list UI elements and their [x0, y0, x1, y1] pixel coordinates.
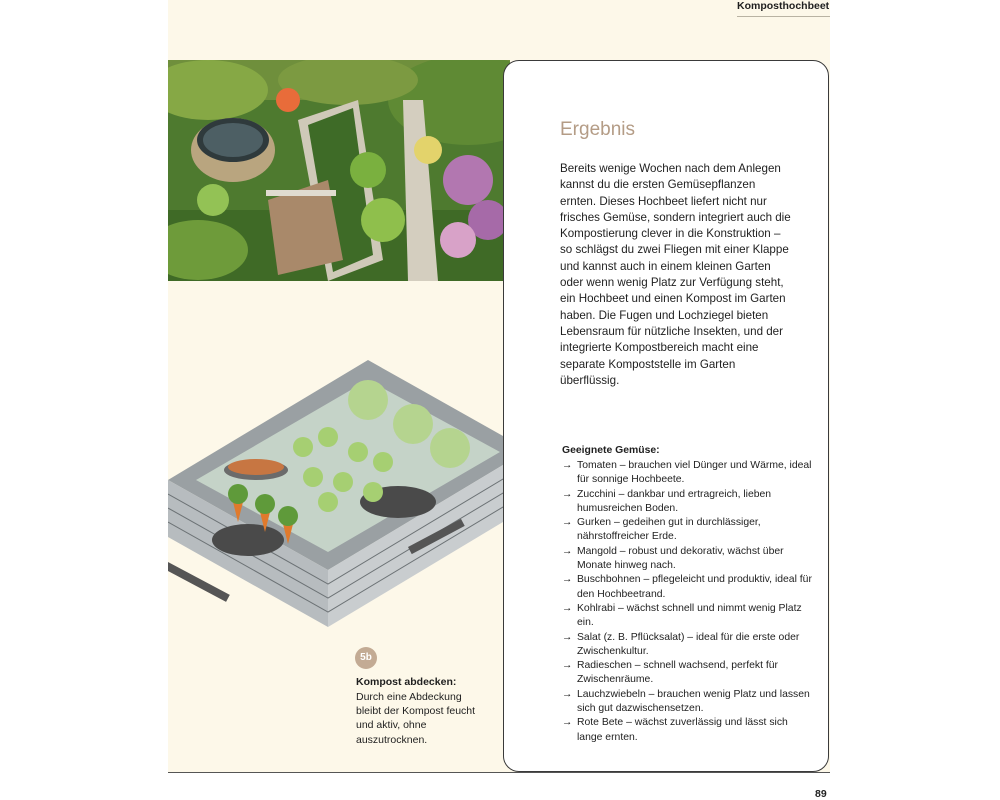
- vegetables-list: [562, 459, 812, 745]
- result-body: Bereits wenige Wochen nach dem Anlegen kannst du die ersten Gemüsepflanzen ernten. Dieses Hochbeet liefert nicht nur frisches Gemüse, sondern integriert auch die Kompostierung clever in die Konstruktion – so schlägst du zwei Fliegen mit einer Klappe und kannst auch in einem kleinen Garten oder wenn wenig Platz zur Verfügung steht, ein Hochbeet und einen Kompost im Garten haben. Die Fugen und Lochziegel bieten Lebensraum für nützliche Insekten, und der integrierte Kompostbereich macht eine separate Kompoststelle im Garten überflüssig.: [560, 162, 791, 387]
- running-header: [737, 0, 830, 16]
- list-item: → Mangold – robust und dekorativ, wächst über Monate hinweg nach.: [562, 545, 784, 572]
- list-item: → Rote Bete – wächst zuverlässig und lässt sich lange ernten.: [562, 717, 788, 743]
- step-description: Durch eine Abdeckung bleibt der Kompost feucht und aktiv, ohne auszutrocknen.: [356, 691, 476, 746]
- arrow-icon: →: [562, 488, 573, 500]
- result-card: [503, 60, 829, 772]
- arrow-icon: →: [562, 574, 573, 586]
- list-item: → Kohlrabi – wächst schnell und nimmt wenig Platz ein.: [562, 602, 802, 629]
- arrow-icon: →: [562, 602, 573, 614]
- step-badge: 5b: [355, 647, 377, 669]
- result-title: Ergebnis: [560, 119, 635, 140]
- arrow-icon: →: [562, 460, 573, 471]
- list-item: → Zucchini – dankbar und ertragreich, lieben humusreichen Boden.: [562, 488, 772, 514]
- garden-photo: [168, 60, 510, 281]
- arrow-icon: →: [562, 517, 573, 529]
- vegetables-title: Geeignete Gemüse:: [562, 445, 660, 456]
- list-item: → Buschbohnen – pflegeleicht und produktiv, ideal für den Hochbeetrand.: [562, 574, 812, 600]
- raised-bed-illustration: [168, 352, 528, 637]
- list-item: → Tomaten – brauchen viel Dünger und Wärme, ideal für sonnige Hochbeete.: [562, 460, 812, 486]
- step-title: Kompost abdecken:: [356, 676, 457, 688]
- arrow-icon: →: [562, 631, 573, 643]
- bottom-rule: [168, 772, 830, 773]
- list-item: → Gurken – gedeihen gut in durchlässiger, nährstoffreicher Erde.: [562, 517, 761, 543]
- arrow-icon: →: [562, 688, 573, 700]
- list-item: → Lauchzwiebeln – brauchen wenig Platz und lassen sich gut dazwischensetzen.: [562, 688, 810, 715]
- header-rule: [737, 16, 830, 17]
- page-number: 89: [815, 788, 827, 800]
- arrow-icon: →: [562, 545, 573, 557]
- running-title: Komposthochbeet: [737, 0, 830, 12]
- list-item: → Salat (z. B. Pflücksalat) – ideal für die erste oder Zwischenkultur.: [562, 631, 800, 657]
- arrow-icon: →: [562, 660, 573, 672]
- list-item: → Radieschen – schnell wachsend, perfekt für Zwischenräume.: [562, 660, 778, 686]
- arrow-icon: →: [562, 717, 573, 729]
